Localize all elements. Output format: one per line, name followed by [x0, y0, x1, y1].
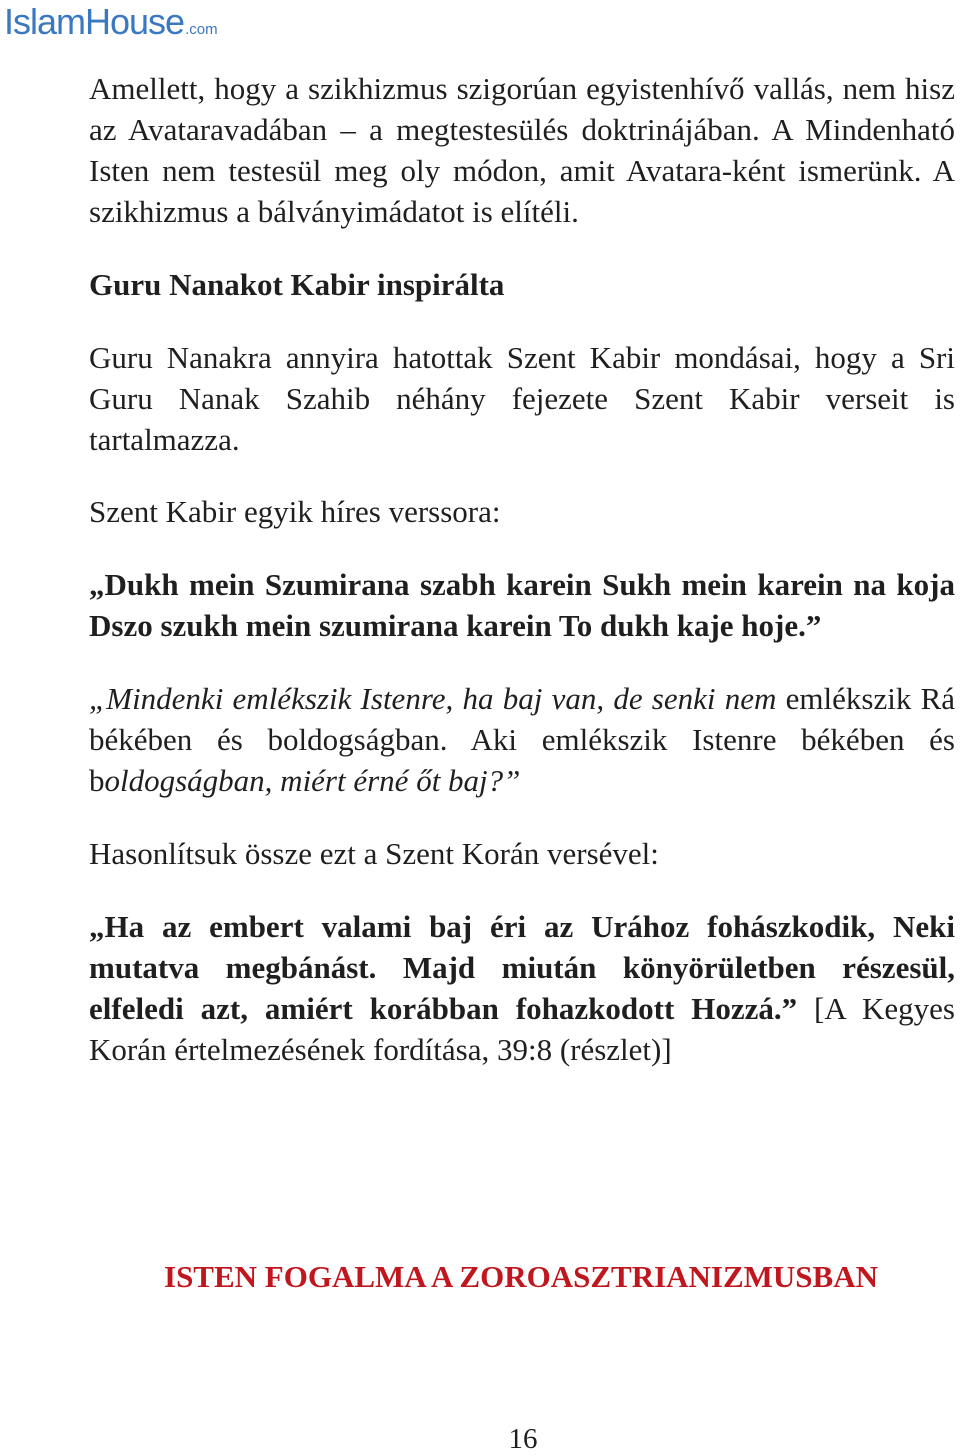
- chapter-title: ISTEN FOGALMA A ZOROASZTRIANIZMUSBAN: [164, 1259, 878, 1294]
- logo-text: IslamHouse: [4, 1, 185, 42]
- paragraph-kabir-influence: Guru Nanakra annyira hatottak Szent Kabir mondásai, hogy a Sri Guru Nanak Szahib néhány fejezete Szent Kabir verseit is tartalmazza.: [89, 340, 955, 457]
- section-heading: Guru Nanakot Kabir inspirálta: [89, 267, 505, 302]
- quote-translation-part3: oldogságban, miért érné őt baj?”: [104, 763, 521, 798]
- paragraph-sikhism-monotheism: Amellett, hogy a szikhizmus szigorúan egyistenhívő vallás, nem hisz az Avataravadában – a megtestesülés doktrinájában. A Mindenható Isten nem testesül meg oly módon, amit Avatara-ként ismerünk. A szikhizmus a bálványimádatot is elítéli.: [89, 71, 955, 229]
- islamhouse-logo[interactable]: [4, 2, 218, 42]
- paragraph-kabir-verse-intro: Szent Kabir egyik híres verssora:: [89, 494, 501, 529]
- quote-kabir-original: „Dukh mein Szumirana szabh karein Sukh mein karein na koja Dszo szukh mein szumirana karein To dukh kaje hoje.”: [89, 567, 955, 643]
- paragraph-quran-compare: Hasonlítsuk össze ezt a Szent Korán versével:: [89, 836, 659, 871]
- quote-translation-part1: „Mindenki emlékszik Istenre, ha baj van, de senki nem: [89, 681, 777, 716]
- quote-quran-reference: [A Kegyes Korán értelmezésének fordítása, 39:8 (részlet)]: [89, 991, 955, 1067]
- page-body: [89, 68, 955, 1070]
- quote-translation-part2: emlékszik Rá békében és boldogságban. Aki emlékszik Istenre békében és b: [89, 681, 956, 798]
- page-number: 16: [508, 1423, 538, 1455]
- quote-quran-text: „Ha az embert valami baj éri az Urához fohászkodik, Neki mutatva megbánást. Majd miután könyörületben részesül, elfeledi azt, amiért korábban fohazkodott Hozzá.”: [89, 909, 955, 1026]
- logo-suffix: .com: [185, 21, 218, 38]
- quote-quran: [89, 906, 955, 1070]
- quote-kabir-translation: [89, 678, 955, 801]
